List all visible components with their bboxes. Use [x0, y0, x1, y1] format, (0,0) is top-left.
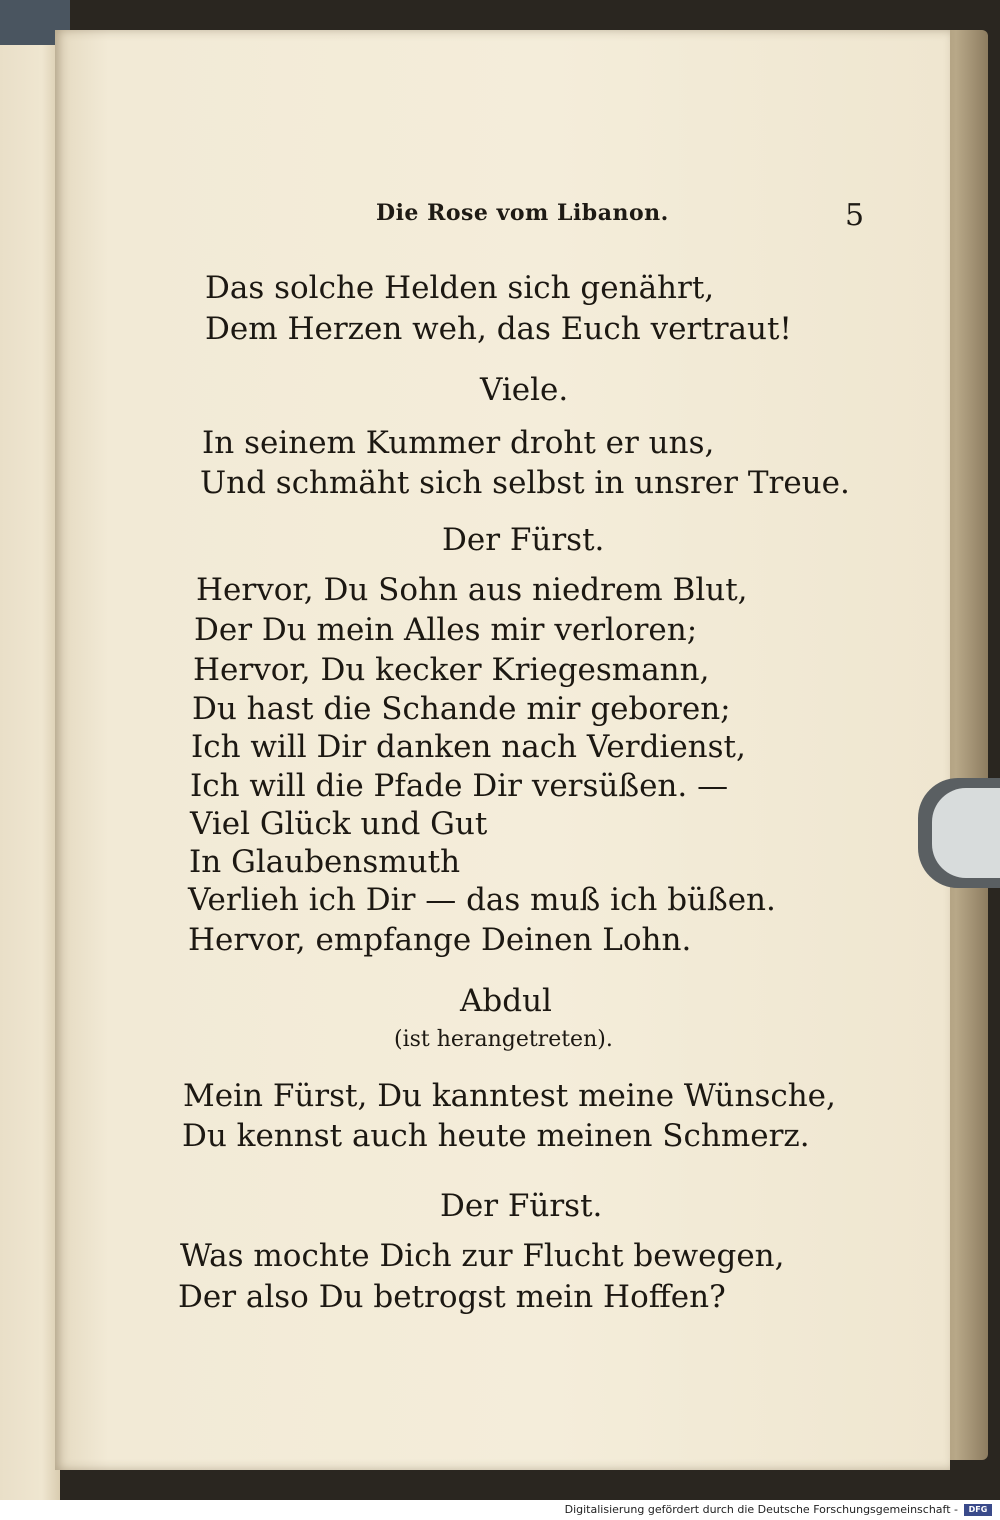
verse-line: Hervor, Du kecker Kriegesmann,	[193, 652, 710, 688]
page-number: 5	[845, 198, 865, 233]
digitization-footer	[0, 1500, 1000, 1520]
dfg-logo-icon: DFG	[964, 1504, 992, 1516]
book-binding	[0, 0, 60, 1500]
stage-direction: (ist herangetreten).	[394, 1027, 613, 1052]
page-clip	[918, 778, 1000, 888]
verse-line: Der Du mein Alles mir verloren;	[194, 612, 698, 648]
speaker-name: Der Fürst.	[442, 522, 605, 558]
verse-line: Ich will die Pfade Dir versüßen. —	[190, 768, 729, 804]
speaker-name: Der Fürst.	[440, 1188, 603, 1224]
verse-line: Das solche Helden sich genährt,	[205, 270, 715, 306]
verse-line: Der also Du betrogst mein Hoffen?	[178, 1279, 726, 1315]
verse-line: Mein Fürst, Du kanntest meine Wünsche,	[183, 1078, 836, 1114]
verse-line: Und schmäht sich selbst in unsrer Treue.	[200, 465, 850, 501]
speaker-name: Abdul	[460, 983, 552, 1019]
verse-line: Viel Glück und Gut	[190, 806, 488, 842]
verse-line: In Glaubensmuth	[189, 844, 461, 880]
verse-line: Hervor, Du Sohn aus niedrem Blut,	[196, 572, 748, 608]
verse-line: Ich will Dir danken nach Verdienst,	[191, 729, 746, 765]
verse-line: Du hast die Schande mir geboren;	[192, 691, 731, 727]
verse-line: Was mochte Dich zur Flucht bewegen,	[180, 1238, 785, 1274]
running-header: Die Rose vom Libanon.	[376, 200, 669, 226]
verse-line: Verlieh ich Dir — das muß ich büßen.	[188, 882, 776, 918]
verse-line: Hervor, empfange Deinen Lohn.	[188, 922, 692, 958]
speaker-name: Viele.	[480, 372, 569, 408]
verse-line: In seinem Kummer droht er uns,	[202, 425, 715, 461]
page-clip-inner	[932, 788, 1000, 878]
funding-credit: Digitalisierung gefördert durch die Deutsche Forschungsgemeinschaft -	[564, 1503, 958, 1516]
verse-line: Du kennst auch heute meinen Schmerz.	[182, 1118, 810, 1154]
verse-line: Dem Herzen weh, das Euch vertraut!	[205, 311, 792, 347]
